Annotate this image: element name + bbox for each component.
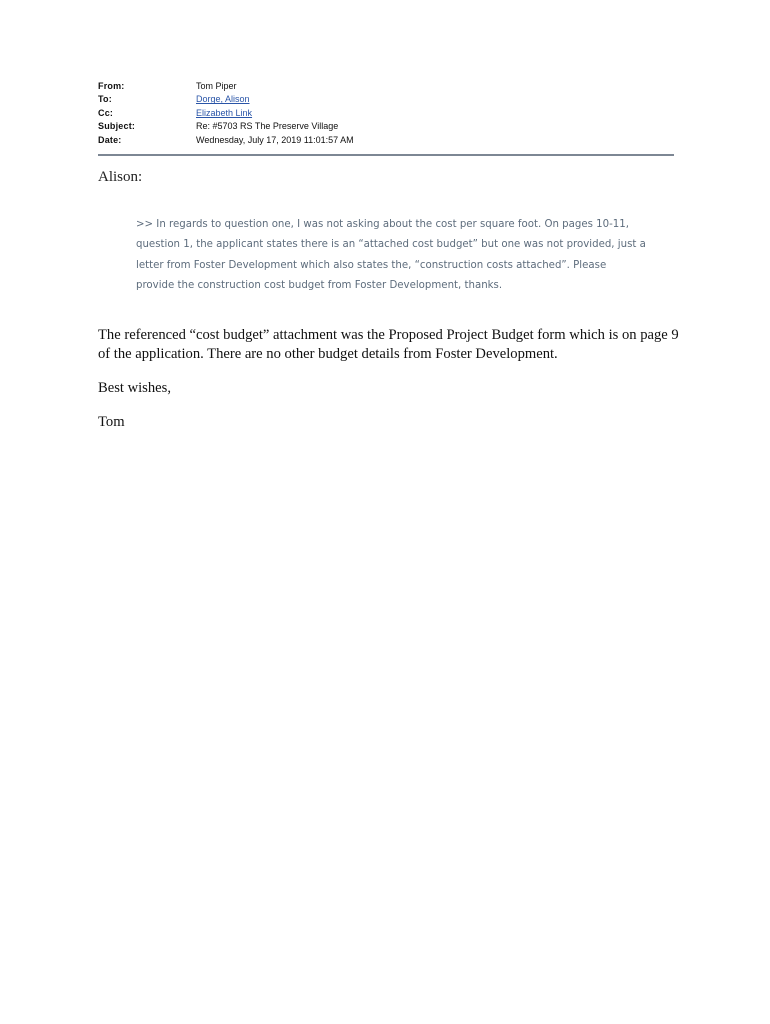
salutation: Alison: — [98, 169, 143, 185]
cc-recipient-link[interactable]: Elizabeth Link — [196, 107, 253, 118]
subject-label: Subject: — [98, 121, 136, 132]
cc-row — [98, 107, 674, 120]
signature: Tom — [98, 414, 125, 430]
subject-value: Re: #5703 RS The Preserve Village — [196, 121, 339, 132]
email-header — [98, 80, 674, 147]
subject-row — [98, 120, 674, 133]
to-row — [98, 93, 674, 106]
from-row — [98, 80, 674, 93]
date-value: Wednesday, July 17, 2019 11:01:57 AM — [196, 134, 354, 145]
reply-paragraph: The referenced “cost budget” attachment was the Proposed Project Budget form which is on page 9 of the application. There are no other budget details from Foster Development. — [98, 327, 679, 362]
from-value: Tom Piper — [196, 81, 237, 91]
to-label: To: — [98, 94, 112, 105]
from-label: From: — [98, 81, 125, 91]
date-label: Date: — [98, 134, 122, 145]
closing-line: Best wishes, — [98, 380, 171, 396]
date-row — [98, 134, 674, 147]
quoted-message: >> In regards to question one, I was not asking about the cost per square foot. On pages 10-11, question 1, the applicant states there is an “attached cost budget” but one was not provided, just a letter from Foster Development which also states the, “construction costs attached”. Please provide the construction cost budget from Foster Development, thanks. — [136, 219, 646, 291]
cc-label: Cc: — [98, 107, 114, 118]
header-divider — [98, 154, 674, 156]
to-recipient-link[interactable]: Dorge, Alison — [196, 94, 250, 105]
